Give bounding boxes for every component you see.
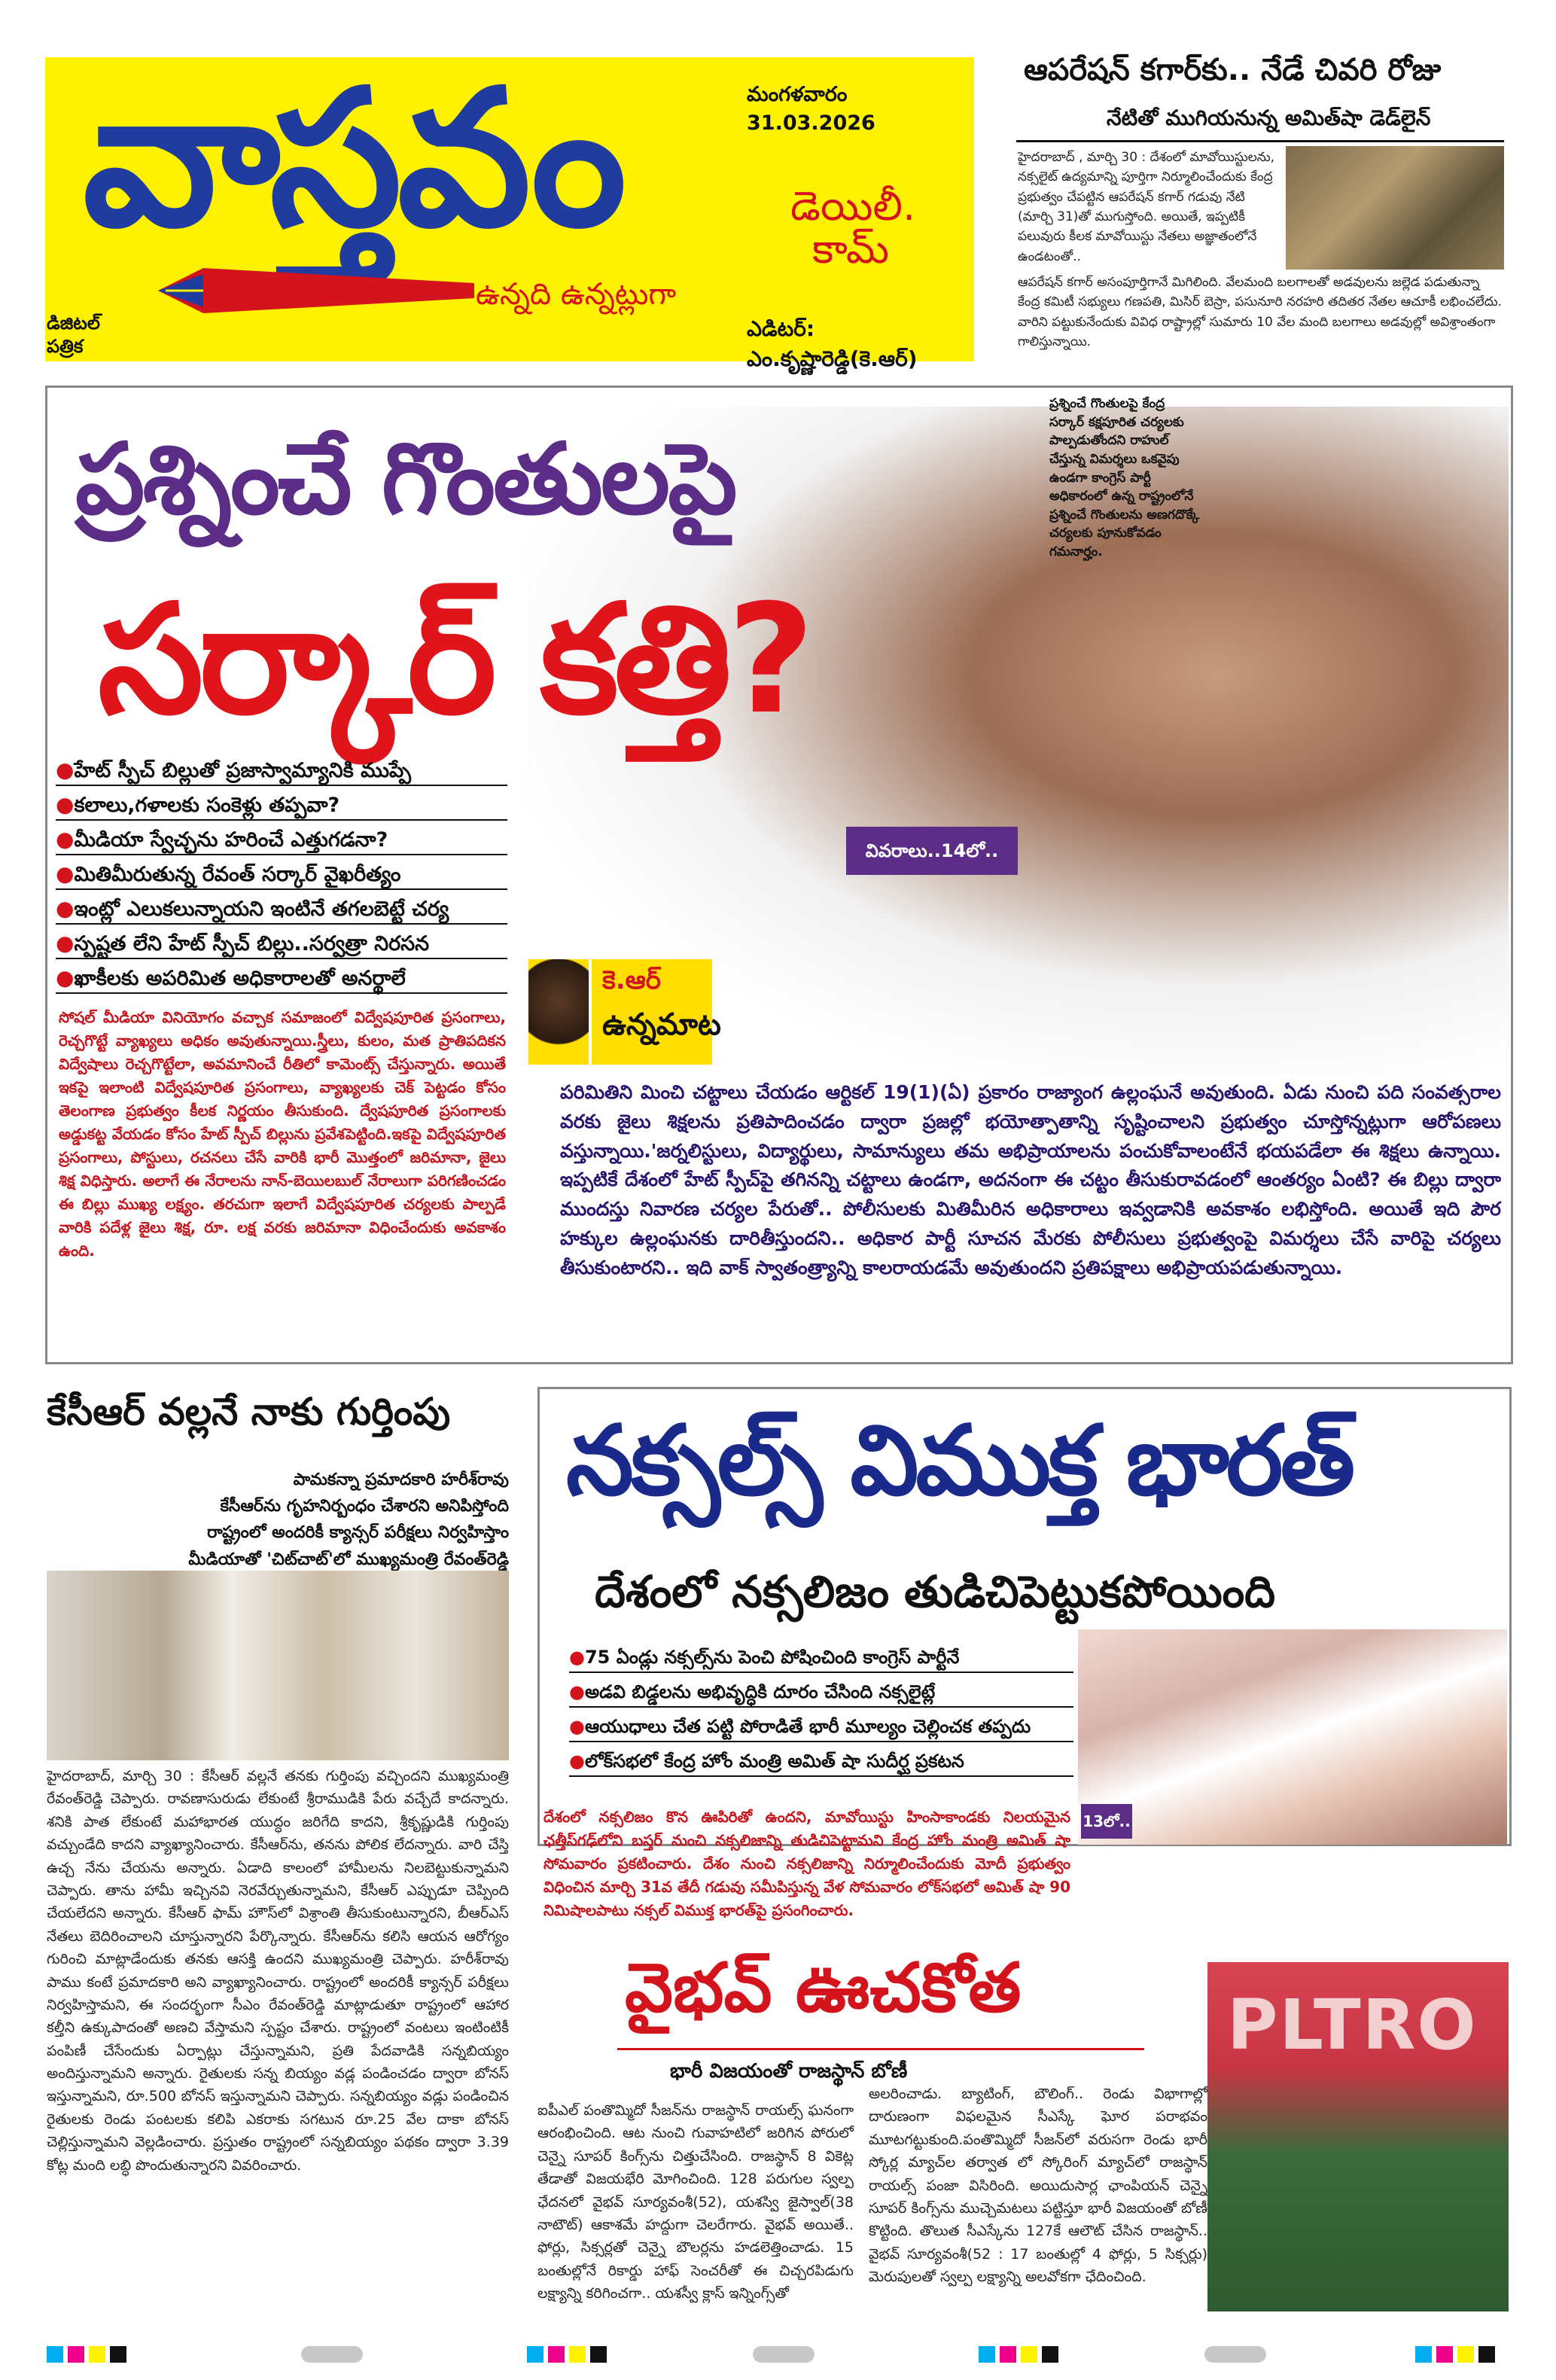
issue-date: మంగళవారం 31.03.2026 xyxy=(747,83,875,135)
top-story-photo xyxy=(1286,146,1504,270)
editor-credit: ఎడిటర్: ఎం.కృష్ణారెడ్డి(కె.ఆర్) xyxy=(747,316,918,371)
digital-label: డిజిటల్ పత్రిక xyxy=(47,312,100,358)
main-story-left-column: సోషల్ మీడియా వినియోగం వచ్చాక సమాజంలో విద్వేషపూరిత ప్రసంగాలు, రెచ్చగొట్టే వ్యాఖ్యలు అధికం అవుతున్నాయి.స్త్రీలు, కులం, మత ప్రాతిపదికన విద్వేషాలు రెచ్చగొట్టేలా, అవమానించే రీతిలో కామెంట్స్ చేస్తున్నారు. అయితే ఇకపై ఇలాంటి విద్వేషపూరిత ప్రసంగాలు, వ్యాఖ్యలకు చెక్ పెట్టడం కోసం తెలంగాణ ప్రభుత్వం కీలక నిర్ణయం తీసుకుంది. ద్వేషపూరిత ప్రసంగాలకు అడ్డుకట్ట వేయడం కోసం హేట్ స్పీచ్ బిల్లును ప్రవేశపెట్టింది.ఇకపై విద్వేషపూరిత ప్రసంగాలు, పోస్టులు, రచనలు చేసే వారికి భారీ మొత్తంలో జరిమానా, జైలు శిక్ష విధిస్తారు. అలాగే ఈ నేరాలను నాన్-బెయిలబుల్ నేరాలుగా పరిగణించడం ఈ బిల్లు ముఖ్య లక్ష్యం. తరచుగా ఇలాగే విద్వేషపూరిత చర్యలకు పాల్పడే వారికి పదేళ్ల జైలు శిక్ష, రూ. లక్ష వరకు జరిమానా విధించేందుకు అవకాశం ఉంది. xyxy=(59,1008,506,1260)
black-swatch xyxy=(1042,2346,1058,2363)
bullet-icon: ● xyxy=(56,965,75,990)
top-story-headline: ఆపరేషన్ కగార్‌కు.. నేడే చివరి రోజు xyxy=(1024,53,1442,87)
naxal-story-headline: నక్సల్స్ విముక్త భారత్ xyxy=(566,1405,1353,1517)
main-headline-line-2: సర్కార్ కత్తి? xyxy=(98,572,811,748)
subhead: మీడియాతో 'చిట్‌చాట్'లో ముఖ్యమంత్రి రేవంత్‌రెడ్డి xyxy=(188,1550,509,1569)
cyan-swatch xyxy=(47,2346,63,2363)
subhead: కేసీఆర్‌ను గృహనిర్బంధం చేశారని అనిపిస్తోంది xyxy=(220,1497,509,1516)
list-item: ●లోక్‌సభలో కేంద్ర హోం మంత్రి అమిత్ షా సుదీర్ఘ ప్రకటన xyxy=(569,1745,1073,1777)
cyan-swatch xyxy=(1415,2346,1432,2363)
list-item: ●మితిమీరుతున్న రేవంత్ సర్కార్ వైఖరీత్యం xyxy=(56,858,507,890)
continued-page-tag[interactable]: 13లో.. xyxy=(1081,1804,1132,1839)
top-story-body: హైదరాబాద్ , మార్చి 30 : దేశంలో మావోయిస్టులను, నక్సలైట్ ఉద్యమాన్ని పూర్తిగా నిర్మూలించేందుకు కేంద్ర ప్రభుత్వం చేపట్టిన ఆపరేషన్ కగార్ గడువు నేటి (మార్చి 31)తో ముగుస్తోంది. అయితే, ఇప్పటికీ పలువురు కీలక మావోయిస్టు నేతలు అజ్ఞాతంలోనే ఉండటంతో.. xyxy=(1018,150,1274,264)
list-item: ●ఖాకీలకు అపరిమిత అధికారాలతో అనర్థాలే xyxy=(56,962,507,994)
bullet-icon: ● xyxy=(56,827,75,852)
color-registration-bar xyxy=(527,2346,607,2363)
kcr-story-body: హైదరాబాద్, మార్చి 30 : కేసీఆర్ వల్లనే తనకు గుర్తింపు వచ్చిందని ముఖ్యమంత్రి రేవంత్‌రెడ్డి చెప్పారు. రావణాసురుడు లేకుంటే శ్రీరాముడికి పేరు వచ్చేదే కాదన్నారు. శనికి పాత లేకుంటే మహాభారత యుద్ధం జరిగేది కాదని, శ్రీకృష్ణుడికి గుర్తింపు వచ్చుండేది కాదని వ్యాఖ్యానించారు. కేసీఆర్‌ను, తనను పోలిక లేదన్నారు. వారి చేస్తి ఉచ్చ నేను చేయను అన్నారు. ఏడాది కాలంలో హామీలను నిలబెట్టుకున్నామని చెప్పారు. తాను హామీ ఇచ్చినవి నెరవేర్చుతున్నామని, కేసీఆర్ ఎప్పుడూ చెప్పింది చేయలేదని అన్నారు. కేసీఆర్ ఫామ్ హౌస్‌లో విశ్రాంతి తీసుకుంటున్నారని, బీఆర్ఎస్ నేతలు బెదిరించాలని చూస్తున్నారని పేర్కొన్నారు. కేసీఆర్‌ను కలిసి ఆయన ఆరోగ్యం గురించి మాట్లాడేందుకు తనకు ఆసక్తి ఉందని ముఖ్యమంత్రి చెప్పారు. హరీశ్‌రావు పాము కంటే ప్రమాదకారి అని వ్యాఖ్యానించారు. రాష్ట్రంలో అందరికీ క్యాన్సర్ పరీక్షలు నిర్వహిస్తామని, ఈ సందర్భంగా సీఎం రేవంత్‌రెడ్డి మాట్లాడుతూ రాష్ట్రంలో ఆహార కల్తీని ఉక్కుపాదంతో అణచి వేస్తామని స్పష్టం చేశారు. రాష్ట్రంలో వంటలు ఇంటింటికీ పంపిణీ చేసేందుకు ఏర్పాట్లు చేస్తున్నామని, ప్రతి పేదవాడికి సన్నబియ్యం అందిస్తున్నామని అన్నారు. రైతులకు సన్న బియ్యం వడ్ల పండించడం ద్వారా బోనస్ ఇస్తున్నామని, రూ.500 బోనస్ ఇస్తున్నామని చెప్పారు. సన్నబియ్యం వడ్లు పండించిన రైతులకు రెండు పంటలకు కలిపి ఎకరాకు సగటున రూ.25 వేల దాకా బోనస్ చెల్లిస్తున్నామని వెల్లడించారు. ప్రస్తుతం రాష్ట్రంలో సన్నబియ్యం పథకం ద్వారా 3.39 కోట్ల మంది లబ్ధి పొందుతున్నారని వివరించారు. xyxy=(47,1768,509,2174)
black-swatch xyxy=(590,2346,607,2363)
cyan-swatch xyxy=(979,2346,995,2363)
main-story-body: పరిమితిని మించి చట్టాలు చేయడం ఆర్టికల్ 19(1)(ఏ) ప్రకారం రాజ్యాంగ ఉల్లంఘనే అవుతుంది. ఏడు నుంచి పది సంవత్సరాల వరకు జైలు శిక్షలను ప్రతిపాదించడం ద్వారా ప్రజల్లో భయోత్పాతాన్ని సృష్టించాలని ప్రభుత్వం చూస్తోన్నట్లుగా ఆరోపణలు వస్తున్నాయి.'జర్నలిస్టులు, విద్యార్థులు, సామాన్యులు తమ అభిప్రాయాలను పంచుకోవాలంటేనే భయపడేలా ఈ శిక్షలు ఉన్నాయి. ఇప్పటికే దేశంలో హేట్ స్పీచ్‌పై తగినన్ని చట్టాలు ఉండగా, అదనంగా ఈ చట్టం తీసుకురావడంలో ఆంతర్యం ఏంటి? ఈ బిల్లు ద్వారా ముందస్తు నివారణ చర్యల పేరుతో.. పోలీసులకు మితిమీరిన అధికారాలు ఇవ్వడానికి అవకాశం లభిస్తోంది. అయితే ఇది పౌర హక్కుల ఉల్లంఘనకు దారితీస్తుందని.. అధికార పార్టీ సూచన మేరకు పోలీసులు ప్రభుత్వంపై విమర్శలు చేసే వారిపై చర్యలు తీసుకుంటారని.. ఇది వాక్ స్వాతంత్ర్యాన్ని కాలరాయడమే అవుతుందని ప్రతిపక్షాలు అభిప్రాయపడుతున్నాయి. xyxy=(560,1081,1501,1278)
naxal-story-subhead: దేశంలో నక్సలిజం తుడిచిపెట్టుకపోయింది xyxy=(595,1566,1276,1617)
registration-pill xyxy=(1204,2346,1266,2363)
bullet-icon: ● xyxy=(56,931,75,955)
top-story-subhead: నేటితో ముగియనున్న అమిత్‌షా డెడ్‌లైన్ xyxy=(1107,105,1431,130)
list-item: ●మీడియా స్వేచ్ఛను హరించే ఎత్తుగడనా? xyxy=(56,824,507,855)
vaibhav-story-headline: వైభవ్ ఊచకోత xyxy=(625,1949,1022,2028)
subhead: పామకన్నా ప్రమాదకారి హరీశ్‌రావు xyxy=(293,1470,509,1489)
vaibhav-story-column-1: ఐపీఎల్ పంతొమ్మిదో సీజన్‌ను రాజస్థాన్ రాయల్స్ ఘనంగా ఆరంభించింది. ఆట నుంచి గువాహటిలో జరిగిన పోరులో చెన్నై సూపర్ కింగ్స్‌ను చిత్తుచేసింది. రాజస్థాన్ 8 వికెట్ల తేడాతో విజయభేరి మోగించింది. 128 పరుగుల స్వల్ప ఛేదనలో వైభవ్ సూర్యవంశీ(52), యశస్వి జైస్వాల్(38 నాటౌట్) ఆకాశమే హద్దుగా చెలరేగారు. వైభవ్ అయితే.. ఫోర్లు, సిక్సర్లతో చెన్నై బౌలర్లను హడలెత్తించాడు. 15 బంతుల్లోనే రికార్డు హాఫ్ సెంచరీతో ఈ చిచ్చరపిడుగు లక్ష్యాన్ని కరిగించగా.. యశస్వీ క్లాస్ ఇన్నింగ్స్‌తో xyxy=(537,2102,854,2302)
list-item: ●అడవి బిడ్డలను అభివృద్ధికి దూరం చేసింది నక్సలైట్లే xyxy=(569,1676,1073,1708)
vaibhav-story-column-2: అలరించాడు. బ్యాటింగ్, బౌలింగ్.. రెండు విభాగాల్లో దారుణంగా విఫలమైన సీఎస్కే ఘోర పరాభవం మూటగట్టుకుంది.పంతొమ్మిదో సీజన్‌లో వరుసగా రెండు భారీ స్కోర్ల మ్యాచ్‌ల తర్వాత లో స్కోరింగ్ మ్యాచ్‌లో రాజస్థాన్ రాయల్స్ పంజా విసిరింది. అయిదుసార్ల ఛాంపియన్ చెన్నై సూపర్ కింగ్స్‌ను ముచ్చెమటలు పట్టిస్తూ భారీ విజయంతో బోణీ కొట్టింది. తొలుత సీఎస్కేను 127కే ఆలౌట్ చేసిన రాజస్థాన్.. వైభవ్ సూర్యవంశీ(52 : 17 బంతుల్లో 4 ఫోర్లు, 5 సిక్సర్లు) మెరుపులతో స్వల్ప లక్ష్యాన్ని అలవోకగా ఛేదించింది. xyxy=(869,2086,1207,2286)
masthead-tagline: ఉన్నది ఉన్నట్లుగా xyxy=(476,277,677,312)
top-story-body-continued: ఆపరేషన్ కగార్ అసంపూర్తిగానే మిగిలింది. వేలమంది బలగాలతో అడవులను జల్లెడ పడుతున్నా కేంద్ర కమిటీ సభ్యులు గణపతి, మిసిర్ బెస్రా, పసునూరి నరహరి తదితర నేతల ఆచూకీ లభించలేదు. వారిని పట్టుకునేందుకు వివిధ రాష్ట్రాల్లో సుమారు 10 వేల మంది బలగాలు అడవుల్లో అవిశ్రాంతంగా గాలిస్తున్నాయి. xyxy=(1018,275,1502,350)
color-registration-bar xyxy=(47,2346,126,2363)
bullet-icon: ● xyxy=(56,792,75,817)
bullet-icon: ● xyxy=(569,1647,585,1668)
list-item: ●ఆయుధాలు చేత పట్టి పోరాడితే భారీ మూల్యం చెల్లించక తప్పదు xyxy=(569,1711,1073,1742)
bullet-icon: ● xyxy=(569,1751,585,1772)
color-registration-bar xyxy=(1415,2346,1495,2363)
continued-page-tag[interactable]: వివరాలు..14లో.. xyxy=(846,827,1018,875)
registration-pill xyxy=(301,2346,363,2363)
cyan-swatch xyxy=(527,2346,544,2363)
list-item: ●ఇంట్లో ఎలుకలున్నాయని ఇంటినే తగలబెట్టే చర్య xyxy=(56,893,507,925)
divider xyxy=(1016,140,1504,142)
vaibhav-story-subhead: భారీ విజయంతో రాజస్థాన్ బోణీ xyxy=(670,2060,908,2083)
list-item: ●హేట్ స్పీచ్ బిల్లుతో ప్రజాస్వామ్యానికి ముప్పే xyxy=(56,754,507,786)
photo-backdrop-text: PLTRO xyxy=(1227,1985,1478,2065)
main-headline-line-1: ప్రశ్నించే గొంతులపై xyxy=(75,422,735,536)
magenta-swatch xyxy=(68,2346,84,2363)
pen-nib-icon xyxy=(158,261,474,321)
main-story-bullets xyxy=(56,754,507,997)
kcr-story-photo xyxy=(47,1571,509,1760)
naxal-story-bullets xyxy=(569,1641,1073,1780)
bullet-icon: ● xyxy=(56,757,75,782)
bullet-icon: ● xyxy=(56,896,75,921)
main-story-side-note: ప్రశ్నించే గొంతులపై కేంద్ర సర్కార్ కక్షపూరిత చర్యలకు పాల్పడుతోందని రాహుల్ చేస్తున్న విమర్శలు ఒకవైపు ఉండగా కాంగ్రెస్ పార్టీ అధికారంలో ఉన్న రాష్ట్రంలోనే ప్రశ్నించే గొంతులను అణగదొక్కే చర్యలకు పూనుకోవడం గమనార్హం. xyxy=(1049,396,1199,560)
registration-pill xyxy=(753,2346,815,2363)
naxal-story-photo xyxy=(1078,1629,1507,1845)
kcr-story-subheads xyxy=(47,1467,509,1573)
column-title: ఉన్నమాట xyxy=(602,1007,721,1042)
columnist-name: కె.ఆర్ xyxy=(602,965,661,995)
columnist-avatar xyxy=(528,959,589,1065)
black-swatch xyxy=(110,2346,126,2363)
magenta-swatch xyxy=(1436,2346,1453,2363)
subhead: రాష్ట్రంలో అందరికీ క్యాన్సర్ పరీక్షలు నిర్వహిస్తాం xyxy=(207,1523,509,1543)
color-registration-bar xyxy=(979,2346,1058,2363)
bullet-icon: ● xyxy=(56,861,75,886)
bullet-icon: ● xyxy=(569,1716,585,1737)
kcr-story-headline: కేసీఆర్ వల్లనే నాకు గుర్తింపు xyxy=(47,1390,451,1434)
list-item: ●75 ఏండ్లు నక్సల్స్‌ను పెంచి పోషించింది కాంగ్రెస్ పార్టీనే xyxy=(569,1641,1073,1673)
masthead xyxy=(45,49,974,371)
list-item: ●స్పష్టత లేని హేట్ స్పీచ్ బిల్లు..సర్వత్రా నిరసన xyxy=(56,928,507,959)
yellow-swatch xyxy=(1457,2346,1474,2363)
yellow-swatch xyxy=(569,2346,586,2363)
yellow-swatch xyxy=(1021,2346,1037,2363)
magenta-swatch xyxy=(548,2346,565,2363)
list-item: ●కలాలు,గళాలకు సంకెళ్లు తప్పవా? xyxy=(56,789,507,821)
masthead-daily: డెయిలీ. కామ్ xyxy=(790,182,916,273)
naxal-story-body: దేశంలో నక్సలిజం కొన ఊపిరితో ఉందని, మావోయిస్టు హింసాకాండకు నిలయమైన ఛత్తీస్‌గఢ్‌లోని బస్తర్ నుంచి నక్సలిజాన్ని తుడిచిపెట్టామని కేంద్ర హోం మంత్రి అమిత్ షా సోమవారం ప్రకటించారు. దేశం నుంచి నక్సలిజాన్ని నిర్మూలించేందుకు మోదీ ప్రభుత్వం విధించిన మార్చి 31వ తేదీ గడువు సమీపిస్తున్న వేళ సోమవారం లోక్‌సభలో అమిత్ షా 90 నిమిషాలపాటు నక్సల్ విముక్త భారత్‌పై ప్రసంగించారు. xyxy=(544,1808,1070,1919)
masthead-title: వాస్తవం xyxy=(83,49,623,268)
black-swatch xyxy=(1478,2346,1495,2363)
bullet-icon: ● xyxy=(569,1681,585,1702)
divider xyxy=(617,2048,1144,2050)
yellow-swatch xyxy=(89,2346,105,2363)
magenta-swatch xyxy=(1000,2346,1016,2363)
